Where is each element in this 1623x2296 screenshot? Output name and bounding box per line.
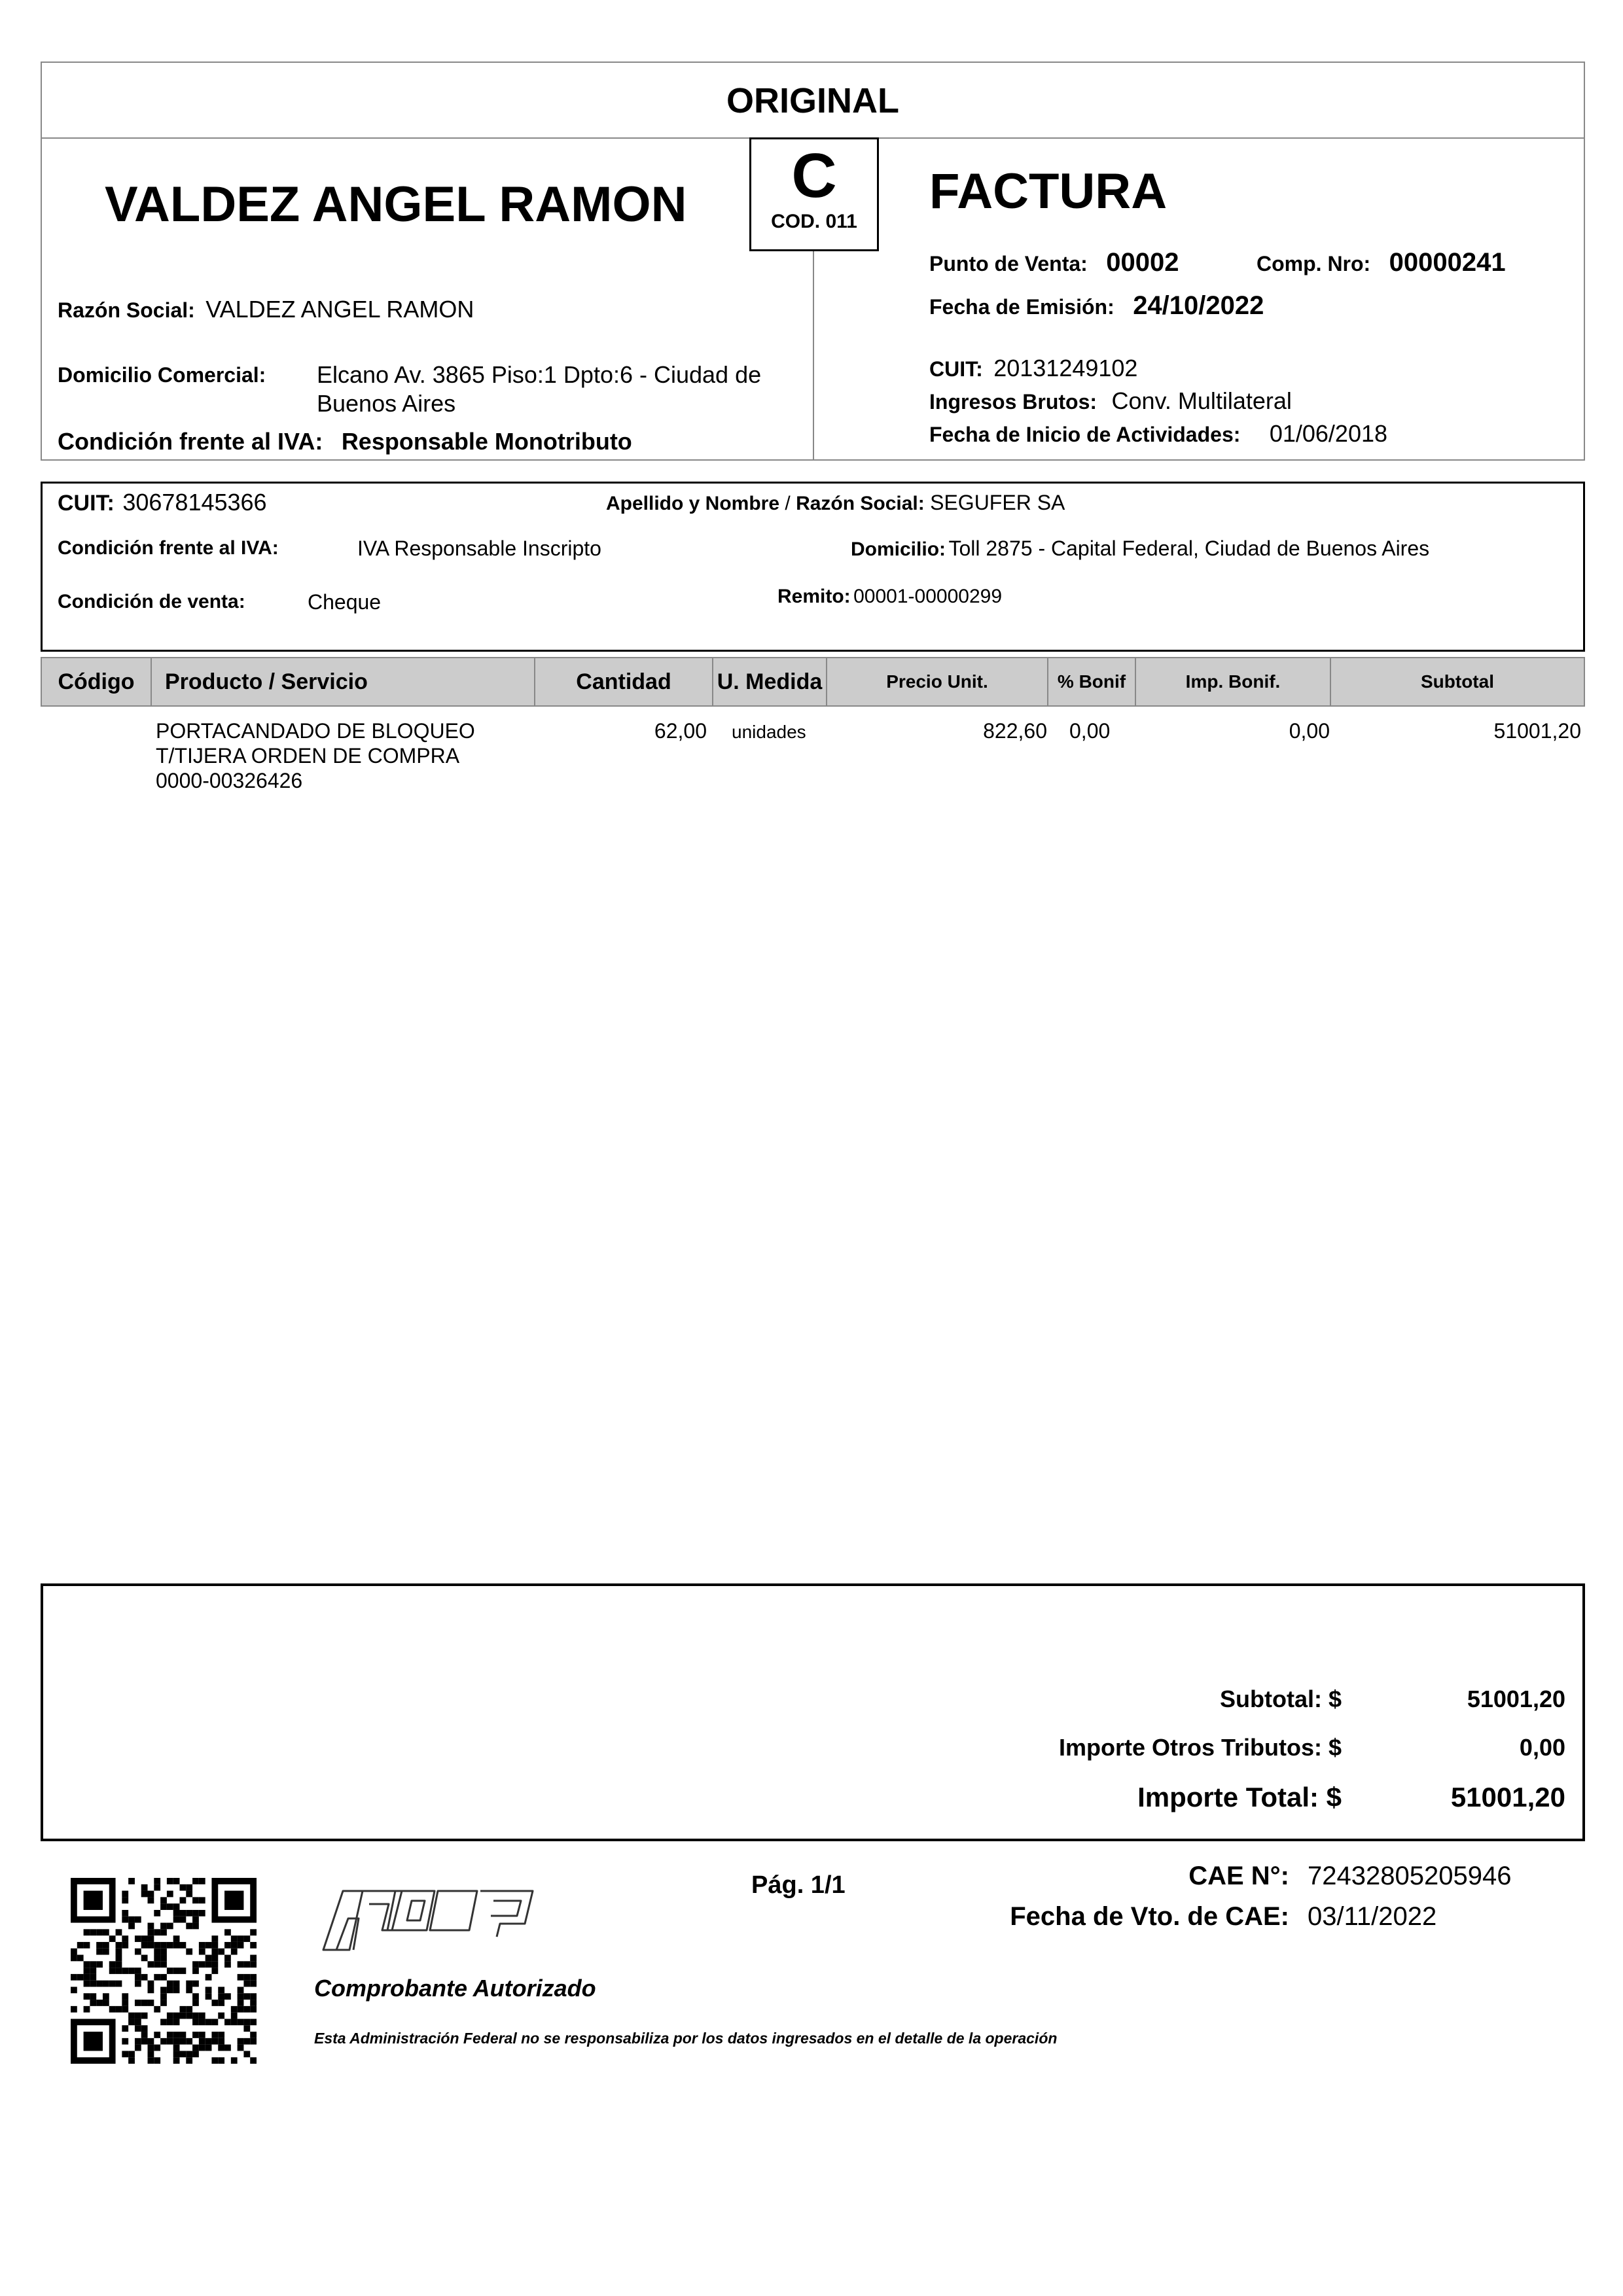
punto-venta-row [929,247,1179,283]
otros-label: Importe Otros Tributos: $ [1058,1734,1342,1761]
row-bonif-imp: 0,00 [1289,719,1330,743]
issuer-cuit-row [929,353,1137,389]
comp-nro-label: Comp. Nro: [1257,252,1371,275]
col-codigo: Código [42,658,152,705]
customer-cuit-value: 30678145366 [122,489,267,516]
iva-row [58,427,632,462]
cae-label: CAE N°: [1188,1862,1289,1890]
issuer-cuit-value: 20131249102 [993,355,1138,381]
col-precio: Precio Unit. [827,658,1048,705]
iva-value: Responsable Monotributo [341,428,632,455]
col-subtotal: Subtotal [1421,671,1494,692]
cae-value: 72432805205946 [1308,1862,1512,1890]
customer-name-row [606,488,1065,518]
inicio-value: 01/06/2018 [1269,420,1388,447]
ingresos-row [929,386,1292,421]
razon-social-row [58,294,474,330]
razon-social-label: Razón Social: [58,298,195,322]
punto-venta-label: Punto de Venta: [929,252,1088,275]
customer-domicilio-row [851,534,1429,567]
customer-iva-value: IVA Responsable Inscripto [357,537,601,560]
row-precio: 822,60 [983,719,1047,743]
issuer-cuit-label: CUIT: [929,357,983,381]
customer-name-label-a: Apellido y Nombre [606,493,780,514]
fecha-emision-value: 24/10/2022 [1133,291,1264,320]
afip-logo-icon [317,1878,565,1956]
domicilio-line2: Buenos Aires [317,390,456,417]
customer-remito-label: Remito: [777,586,851,607]
header-divider [813,251,814,461]
fecha-emision-row [929,291,1264,327]
customer-venta-label: Condición de venta: [58,591,245,612]
totals-box [41,1583,1585,1841]
punto-venta-value: 00002 [1106,248,1179,277]
total-label: Importe Total: $ [1137,1782,1342,1812]
ingresos-label: Ingresos Brutos: [929,390,1097,414]
disclaimer-text: Esta Administración Federal no se responsabiliza por los datos ingresados en el detalle de la operación [314,2030,1058,2047]
cae-vto-label: Fecha de Vto. de CAE: [1010,1902,1289,1931]
customer-cuit-label: CUIT: [58,491,115,516]
inicio-row [929,419,1387,454]
invoice-letter: C [791,141,837,211]
inicio-label: Fecha de Inicio de Actividades: [929,423,1241,446]
cae-vto-value: 03/11/2022 [1308,1902,1437,1931]
customer-domicilio-value: Toll 2875 - Capital Federal, Ciudad de Buenos Aires [948,537,1430,560]
authorized-text: Comprobante Autorizado [314,1975,596,2002]
fecha-emision-label: Fecha de Emisión: [929,295,1115,319]
domicilio-label: Domicilio Comercial: [58,363,266,387]
ingresos-value: Conv. Multilateral [1111,387,1292,414]
row-producto-line1: PORTACANDADO DE BLOQUEO [156,719,475,743]
subtotal-value: 51001,20 [1467,1686,1565,1712]
otros-value: 0,00 [1519,1734,1565,1761]
qr-code-icon [71,1878,257,2064]
row-medida: unidades [732,722,806,742]
invoice-type-box [749,137,879,251]
total-value: 51001,20 [1450,1782,1565,1812]
customer-name-label-b: Razón Social: [796,493,925,514]
customer-name-value: SEGUFER SA [930,491,1065,514]
domicilio-line1: Elcano Av. 3865 Piso:1 Dpto:6 - Ciudad de [317,361,762,388]
razon-social-value: VALDEZ ANGEL RAMON [205,296,474,323]
customer-remito-value: 00001-00000299 [853,586,1003,607]
row-cantidad: 62,00 [654,719,707,743]
copy-label: ORIGINAL [41,62,1585,137]
customer-iva-label: Condición frente al IVA: [58,537,279,559]
page-number: Pág. 1/1 [751,1871,846,1899]
subtotal-label: Subtotal: $ [1220,1686,1342,1712]
doc-type: FACTURA [929,164,1168,219]
items-table-header [41,657,1585,707]
customer-cuit-row [58,488,267,522]
row-subtotal: 51001,20 [1493,719,1581,743]
customer-remito-row [777,582,1002,614]
col-cantidad: Cantidad [535,658,713,705]
comp-nro-row [1257,247,1506,283]
issuer-name: VALDEZ ANGEL RAMON [105,177,687,232]
col-producto: Producto / Servicio [152,658,535,705]
customer-domicilio-label: Domicilio: [851,539,946,560]
customer-venta-value: Cheque [308,590,382,614]
comp-nro-value: 00000241 [1389,248,1506,277]
customer-name-label-sep: / [779,493,796,514]
row-producto-line3: 0000-00326426 [156,769,303,792]
iva-label: Condición frente al IVA: [58,428,323,455]
col-bonif-imp: Imp. Bonif. [1136,658,1331,705]
col-bonif-pct: % Bonif [1048,658,1136,705]
row-producto-line2: T/TIJERA ORDEN DE COMPRA [156,744,460,768]
invoice-code: COD. 011 [771,211,857,232]
row-bonif-pct: 0,00 [1069,719,1111,743]
col-medida: U. Medida [713,658,827,705]
